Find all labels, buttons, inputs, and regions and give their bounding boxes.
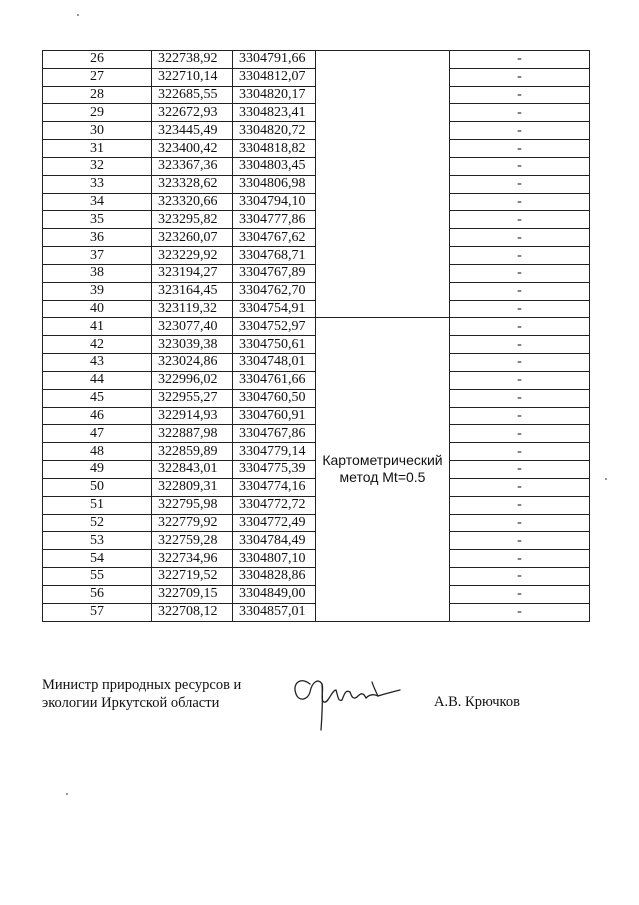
point-number-cell: 45 xyxy=(43,389,152,407)
point-number-cell: 54 xyxy=(43,550,152,568)
point-number-cell: 48 xyxy=(43,443,152,461)
point-number-cell: 44 xyxy=(43,371,152,389)
coordinate-y-cell: 3304784,49 xyxy=(233,532,316,550)
coordinate-y-cell: 3304767,89 xyxy=(233,264,316,282)
coordinate-y-cell: 3304803,45 xyxy=(233,157,316,175)
coordinate-y-cell: 3304779,14 xyxy=(233,443,316,461)
accuracy-cell: - xyxy=(450,603,590,621)
point-number-cell: 34 xyxy=(43,193,152,211)
coordinate-x-cell: 323295,82 xyxy=(152,211,233,229)
coordinate-x-cell: 323039,38 xyxy=(152,336,233,354)
table-row xyxy=(43,51,590,69)
coordinate-y-cell: 3304774,16 xyxy=(233,478,316,496)
coordinate-y-cell: 3304849,00 xyxy=(233,585,316,603)
coordinate-x-cell: 323077,40 xyxy=(152,318,233,336)
point-number-cell: 39 xyxy=(43,282,152,300)
table-row xyxy=(43,318,590,336)
coordinate-x-cell: 322843,01 xyxy=(152,461,233,479)
point-number-cell: 30 xyxy=(43,122,152,140)
coordinate-y-cell: 3304806,98 xyxy=(233,175,316,193)
accuracy-cell: - xyxy=(450,68,590,86)
point-number-cell: 33 xyxy=(43,175,152,193)
accuracy-cell: - xyxy=(450,140,590,158)
signatory-name: А.В. Крючков xyxy=(434,694,520,710)
point-number-cell: 56 xyxy=(43,585,152,603)
accuracy-cell: - xyxy=(450,175,590,193)
coordinate-y-cell: 3304820,72 xyxy=(233,122,316,140)
accuracy-cell: - xyxy=(450,550,590,568)
accuracy-cell: - xyxy=(450,282,590,300)
method-cell: Картометрический метод Mt=0.5 xyxy=(316,318,450,621)
coordinate-x-cell: 322759,28 xyxy=(152,532,233,550)
coordinate-y-cell: 3304812,07 xyxy=(233,68,316,86)
coordinate-x-cell: 322738,92 xyxy=(152,51,233,69)
coordinate-x-cell: 322809,31 xyxy=(152,478,233,496)
point-number-cell: 40 xyxy=(43,300,152,318)
position-line-1: Министр природных ресурсов и xyxy=(42,677,242,693)
coordinate-x-cell: 322859,89 xyxy=(152,443,233,461)
coordinate-y-cell: 3304767,62 xyxy=(233,229,316,247)
coordinate-y-cell: 3304760,50 xyxy=(233,389,316,407)
coordinate-y-cell: 3304761,66 xyxy=(233,371,316,389)
coordinate-x-cell: 322887,98 xyxy=(152,425,233,443)
point-number-cell: 38 xyxy=(43,264,152,282)
scan-speck xyxy=(66,793,68,795)
coordinate-y-cell: 3304762,70 xyxy=(233,282,316,300)
accuracy-cell: - xyxy=(450,86,590,104)
coordinate-x-cell: 323445,49 xyxy=(152,122,233,140)
coordinate-x-cell: 322795,98 xyxy=(152,496,233,514)
coordinate-x-cell: 322719,52 xyxy=(152,568,233,586)
coordinate-y-cell: 3304772,72 xyxy=(233,496,316,514)
accuracy-cell: - xyxy=(450,496,590,514)
coordinate-x-cell: 323194,27 xyxy=(152,264,233,282)
point-number-cell: 53 xyxy=(43,532,152,550)
point-number-cell: 52 xyxy=(43,514,152,532)
coordinate-y-cell: 3304760,91 xyxy=(233,407,316,425)
accuracy-cell: - xyxy=(450,461,590,479)
point-number-cell: 47 xyxy=(43,425,152,443)
coordinate-x-cell: 322672,93 xyxy=(152,104,233,122)
point-number-cell: 50 xyxy=(43,478,152,496)
accuracy-cell: - xyxy=(450,371,590,389)
coordinate-x-cell: 322708,12 xyxy=(152,603,233,621)
coordinate-y-cell: 3304777,86 xyxy=(233,211,316,229)
accuracy-cell: - xyxy=(450,532,590,550)
accuracy-cell: - xyxy=(450,247,590,265)
coordinate-x-cell: 322914,93 xyxy=(152,407,233,425)
scan-speck xyxy=(77,14,79,16)
point-number-cell: 28 xyxy=(43,86,152,104)
coordinate-x-cell: 322710,14 xyxy=(152,68,233,86)
coordinate-y-cell: 3304818,82 xyxy=(233,140,316,158)
coordinate-x-cell: 323229,92 xyxy=(152,247,233,265)
coordinate-x-cell: 322734,96 xyxy=(152,550,233,568)
coordinate-x-cell: 323119,32 xyxy=(152,300,233,318)
position-line-2: экологии Иркутской области xyxy=(42,695,220,711)
coordinate-x-cell: 322709,15 xyxy=(152,585,233,603)
accuracy-cell: - xyxy=(450,211,590,229)
point-number-cell: 55 xyxy=(43,568,152,586)
coordinate-y-cell: 3304768,71 xyxy=(233,247,316,265)
coordinate-y-cell: 3304807,10 xyxy=(233,550,316,568)
point-number-cell: 43 xyxy=(43,354,152,372)
coordinates-table-body xyxy=(43,51,590,622)
point-number-cell: 35 xyxy=(43,211,152,229)
accuracy-cell: - xyxy=(450,407,590,425)
coordinate-y-cell: 3304823,41 xyxy=(233,104,316,122)
accuracy-cell: - xyxy=(450,300,590,318)
coordinate-y-cell: 3304820,17 xyxy=(233,86,316,104)
point-number-cell: 51 xyxy=(43,496,152,514)
point-number-cell: 41 xyxy=(43,318,152,336)
coordinate-y-cell: 3304750,61 xyxy=(233,336,316,354)
method-cell xyxy=(316,51,450,318)
coordinate-x-cell: 323400,42 xyxy=(152,140,233,158)
point-number-cell: 31 xyxy=(43,140,152,158)
coordinate-x-cell: 323260,07 xyxy=(152,229,233,247)
coordinate-y-cell: 3304794,10 xyxy=(233,193,316,211)
accuracy-cell: - xyxy=(450,193,590,211)
accuracy-cell: - xyxy=(450,264,590,282)
coordinate-x-cell: 322996,02 xyxy=(152,371,233,389)
coordinate-y-cell: 3304767,86 xyxy=(233,425,316,443)
point-number-cell: 26 xyxy=(43,51,152,69)
handwritten-signature xyxy=(288,672,406,736)
accuracy-cell: - xyxy=(450,585,590,603)
coordinate-y-cell: 3304775,39 xyxy=(233,461,316,479)
coordinate-x-cell: 322779,92 xyxy=(152,514,233,532)
coordinate-x-cell: 323024,86 xyxy=(152,354,233,372)
point-number-cell: 42 xyxy=(43,336,152,354)
coordinates-table-container xyxy=(42,50,589,622)
scan-speck xyxy=(605,478,607,480)
point-number-cell: 27 xyxy=(43,68,152,86)
coordinate-x-cell: 323367,36 xyxy=(152,157,233,175)
point-number-cell: 49 xyxy=(43,461,152,479)
coordinate-y-cell: 3304828,86 xyxy=(233,568,316,586)
point-number-cell: 32 xyxy=(43,157,152,175)
accuracy-cell: - xyxy=(450,229,590,247)
signatory-position xyxy=(42,676,241,712)
coordinate-y-cell: 3304772,49 xyxy=(233,514,316,532)
accuracy-cell: - xyxy=(450,336,590,354)
coordinate-x-cell: 323164,45 xyxy=(152,282,233,300)
accuracy-cell: - xyxy=(450,389,590,407)
accuracy-cell: - xyxy=(450,514,590,532)
point-number-cell: 46 xyxy=(43,407,152,425)
coordinate-x-cell: 322955,27 xyxy=(152,389,233,407)
accuracy-cell: - xyxy=(450,425,590,443)
coordinates-table xyxy=(42,50,590,622)
coordinate-y-cell: 3304791,66 xyxy=(233,51,316,69)
accuracy-cell: - xyxy=(450,104,590,122)
coordinate-x-cell: 323328,62 xyxy=(152,175,233,193)
accuracy-cell: - xyxy=(450,443,590,461)
point-number-cell: 37 xyxy=(43,247,152,265)
point-number-cell: 29 xyxy=(43,104,152,122)
coordinate-x-cell: 322685,55 xyxy=(152,86,233,104)
coordinate-y-cell: 3304748,01 xyxy=(233,354,316,372)
accuracy-cell: - xyxy=(450,122,590,140)
accuracy-cell: - xyxy=(450,318,590,336)
point-number-cell: 36 xyxy=(43,229,152,247)
accuracy-cell: - xyxy=(450,568,590,586)
accuracy-cell: - xyxy=(450,51,590,69)
accuracy-cell: - xyxy=(450,354,590,372)
accuracy-cell: - xyxy=(450,478,590,496)
coordinate-y-cell: 3304752,97 xyxy=(233,318,316,336)
coordinate-x-cell: 323320,66 xyxy=(152,193,233,211)
coordinate-y-cell: 3304857,01 xyxy=(233,603,316,621)
accuracy-cell: - xyxy=(450,157,590,175)
point-number-cell: 57 xyxy=(43,603,152,621)
coordinate-y-cell: 3304754,91 xyxy=(233,300,316,318)
